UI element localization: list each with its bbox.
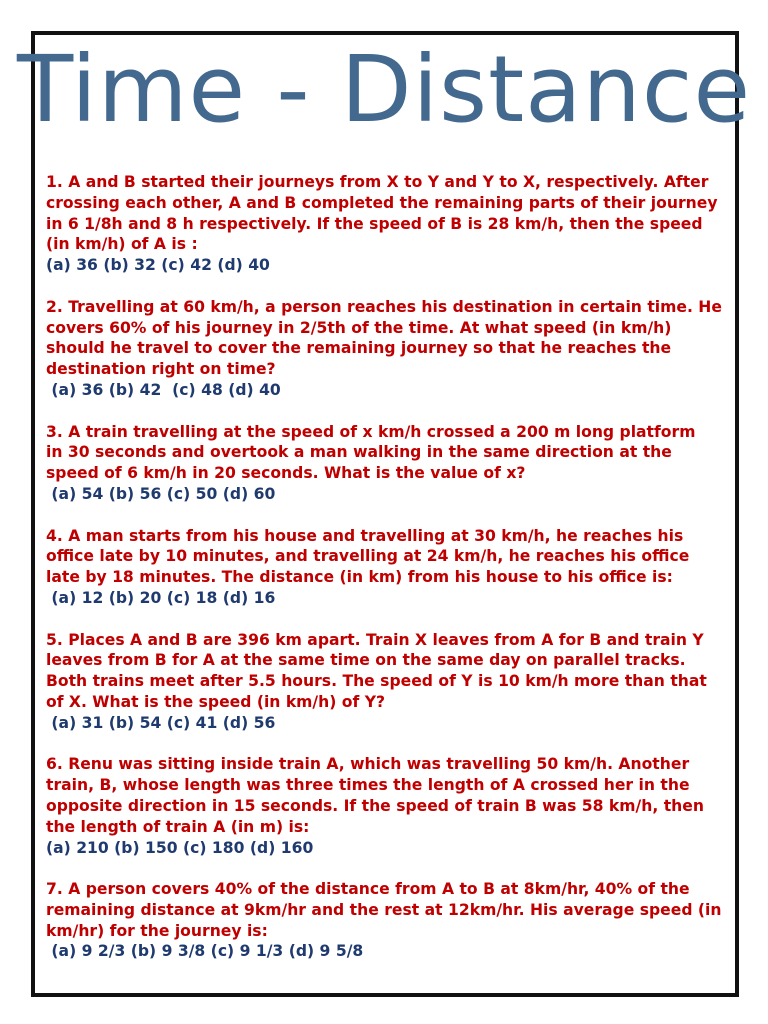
question-options: (a) 36 (b) 42 (c) 48 (d) 40 xyxy=(46,380,281,399)
question-text: 1. A and B started their journeys from X to Y and Y to X, respectively. After crossing each other, A and B completed the remaining parts of their journey in 6 1/8h and 8 h respectively. If the speed of B is 28 km/h, then the speed (in km/h) of A is : xyxy=(46,173,718,254)
question-3 xyxy=(46,422,726,505)
question-options: (a) 31 (b) 54 (c) 41 (d) 56 xyxy=(46,713,276,732)
question-options: (a) 36 (b) 32 (c) 42 (d) 40 xyxy=(46,256,270,275)
question-options: (a) 9 2/3 (b) 9 3/8 (c) 9 1/3 (d) 9 5/8 xyxy=(46,942,364,961)
question-text: 4. A man starts from his house and travelling at 30 km/h, he reaches his office late by 10 minutes, and travelling at 24 km/h, he reaches his office late by 18 minutes. The distance (in km) from his house to his office is: xyxy=(46,526,690,587)
question-options: (a) 210 (b) 150 (c) 180 (d) 160 xyxy=(46,838,314,857)
question-6 xyxy=(46,754,726,858)
question-text: 6. Renu was sitting inside train A, which was travelling 50 km/h. Another train, B, whose length was three times the length of A crossed her in the opposite direction in 15 seconds. If the speed of train B was 58 km/h, then the length of train A (in m) is: xyxy=(46,755,704,836)
question-options: (a) 54 (b) 56 (c) 50 (d) 60 xyxy=(46,484,276,503)
question-2 xyxy=(46,297,726,401)
question-text: 7. A person covers 40% of the distance from A to B at 8km/hr, 40% of the remaining distance at 9km/hr and the rest at 12km/hr. His average speed (in km/hr) for the journey is: xyxy=(46,880,722,940)
question-4 xyxy=(46,526,726,609)
question-text: 5. Places A and B are 396 km apart. Train X leaves from A for B and train Y leaves from B for A at the same time on the same day on parallel tracks. Both trains meet after 5.5 hours. The speed of Y is 10 km/h more than that of X. What is the speed (in km/h) of Y? xyxy=(46,630,707,711)
question-1 xyxy=(46,172,726,276)
question-7 xyxy=(46,879,726,962)
question-text: 3. A train travelling at the speed of x km/h crossed a 200 m long platform in 30 seconds and overtook a man walking in the same direction at the speed of 6 km/h in 20 seconds. What is the value of x? xyxy=(46,422,696,483)
question-options: (a) 12 (b) 20 (c) 18 (d) 16 xyxy=(46,588,276,607)
question-list xyxy=(46,172,726,983)
question-text: 2. Travelling at 60 km/h, a person reaches his destination in certain time. He covers 60% of his journey in 2/5th of the time. At what speed (in km/h) should he travel to cover the remaining journey so that he reaches the destination right on time? xyxy=(46,297,722,379)
page-title: Time - Distance xyxy=(16,36,752,143)
question-5 xyxy=(46,630,726,734)
